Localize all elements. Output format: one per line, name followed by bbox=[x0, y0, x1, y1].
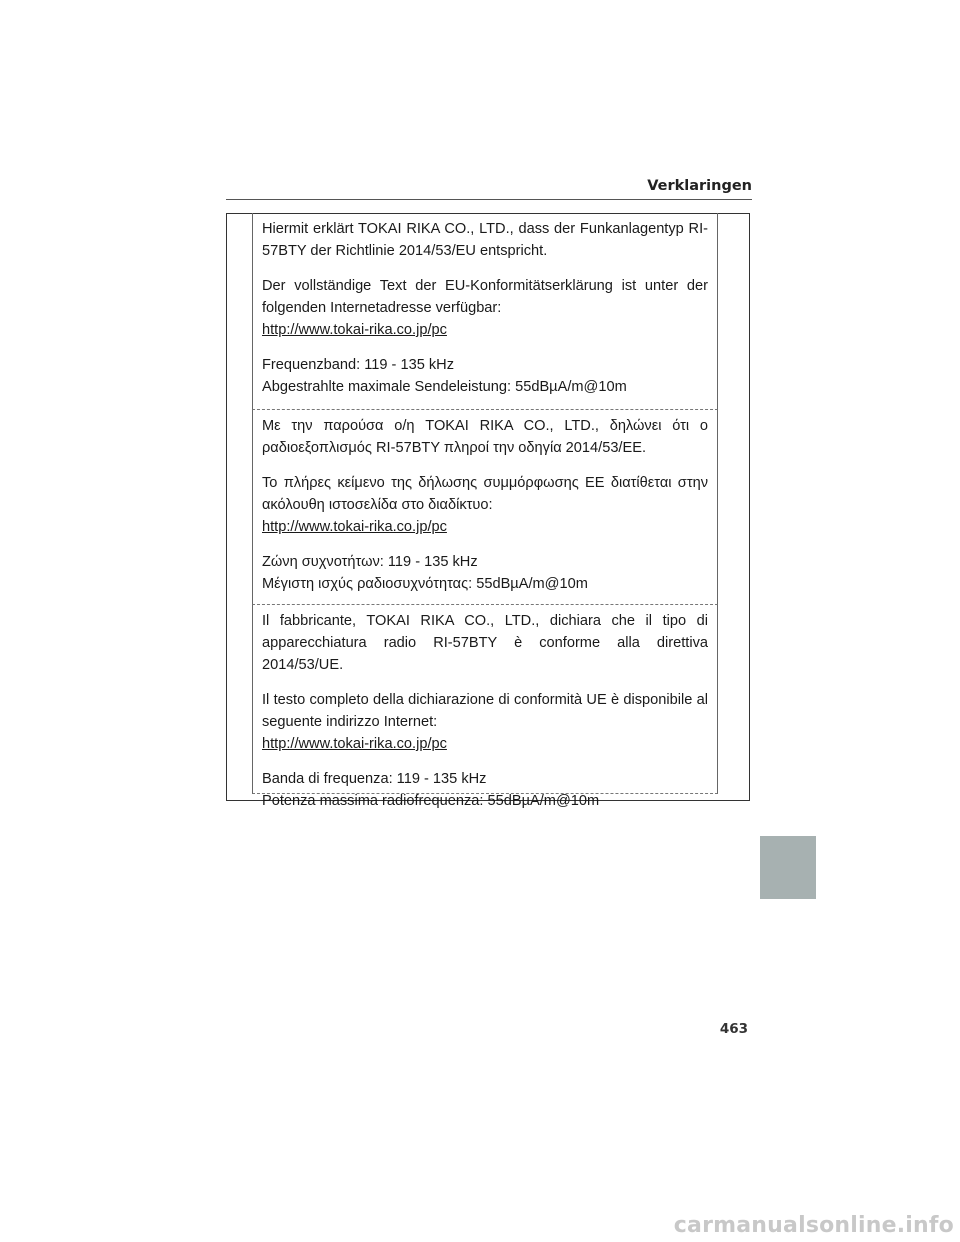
declaration-italian bbox=[252, 605, 718, 809]
declaration-link[interactable]: http://www.tokai-rika.co.jp/pc bbox=[262, 736, 447, 752]
declaration-link[interactable]: http://www.tokai-rika.co.jp/pc bbox=[262, 322, 447, 338]
page-number: 463 bbox=[719, 1021, 748, 1037]
frequency-band: Frequenzband: 119 - 135 kHz bbox=[262, 357, 454, 373]
section-title: Verklaringen bbox=[647, 178, 752, 194]
max-power: Μέγιστη ισχύς ραδιοσυχνότητας: 55dBµA/m@10m bbox=[262, 576, 588, 592]
header-divider bbox=[226, 199, 752, 200]
declaration-link[interactable]: http://www.tokai-rika.co.jp/pc bbox=[262, 519, 447, 535]
declaration-statement: Il fabbricante, TOKAI RIKA CO., LTD., dichiara che il tipo di apparecchiatura radio RI-57BTY è conforme alla direttiva 2014/53/UE. bbox=[262, 613, 708, 673]
declaration-german bbox=[252, 213, 718, 410]
max-power: Potenza massima radiofrequenza: 55dBµA/m@10m bbox=[262, 793, 600, 809]
declaration-availability: Der vollständige Text der EU-Konformitätserklärung ist unter der folgenden Internetadresse verfügbar: bbox=[262, 278, 708, 316]
chapter-tab bbox=[760, 836, 816, 899]
frequency-band: Banda di frequenza: 119 - 135 kHz bbox=[262, 771, 487, 787]
max-power: Abgestrahlte maximale Sendeleistung: 55dBµA/m@10m bbox=[262, 379, 627, 395]
declaration-availability: Το πλήρες κείμενο της δήλωσης συμμόρφωσης ΕΕ διατίθεται στην ακόλουθη ιστοσελίδα στο διαδίκτυο: bbox=[262, 475, 708, 513]
watermark: carmanualsonline.info bbox=[673, 1213, 954, 1238]
frequency-band: Ζώνη συχνοτήτων: 119 - 135 kHz bbox=[262, 554, 478, 570]
declaration-greek bbox=[252, 410, 718, 605]
declaration-statement: Hiermit erklärt TOKAI RIKA CO., LTD., dass der Funkanlagentyp RI-57BTY der Richtlinie 2014/53/EU entspricht. bbox=[262, 221, 708, 259]
declaration-availability: Il testo completo della dichiarazione di conformità UE è disponibile al seguente indirizzo Internet: bbox=[262, 692, 708, 730]
declaration-statement: Με την παρούσα ο/η TOKAI RIKA CO., LTD., δηλώνει ότι ο ραδιοεξοπλισμός RI-57BTY πληροί την οδηγία 2014/53/ΕΕ. bbox=[262, 418, 708, 456]
